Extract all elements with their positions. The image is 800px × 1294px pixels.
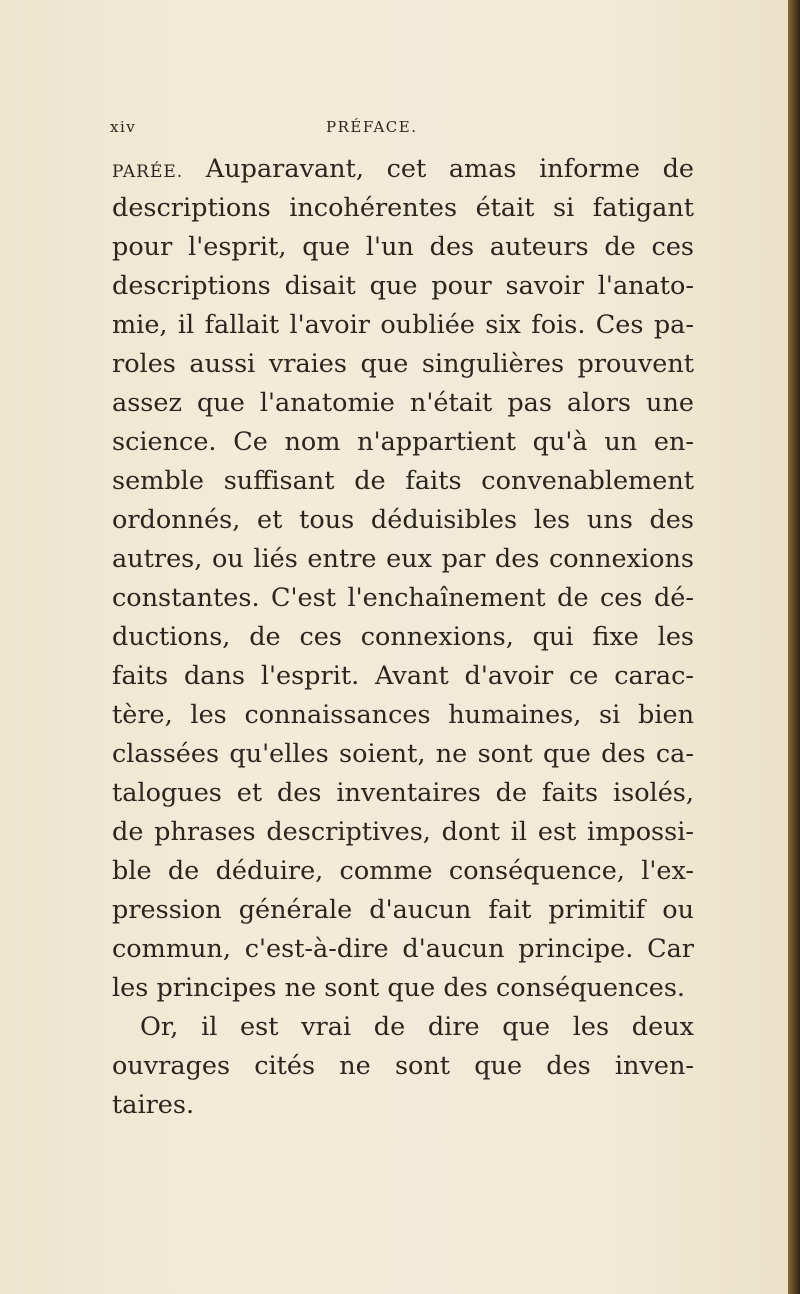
text-line: autres, ou liés entre eux par des connexions [112,544,694,574]
text-line: les principes ne sont que des conséquences. [112,973,686,1003]
text-line: ductions, de ces connexions, qui fixe les [112,622,694,652]
page-header [0,112,800,142]
text-line: roles aussi vraies que singulières prouvent [112,349,694,379]
text-line: descriptions disait que pour savoir l'anato- [112,271,694,301]
page-number: xiv [110,118,137,136]
text-line: tère, les connaissances humaines, si bien [112,700,694,730]
text-line: ordonnés, et tous déduisibles les uns des [112,505,694,535]
text-line: commun, c'est-à-dire d'aucun principe. Car [112,934,694,964]
text-line: semble suffisant de faits convenablement [112,466,694,496]
text-line: Or, il est vrai de dire que les deux [140,1012,694,1042]
book-spine-edge [788,0,800,1294]
text-line [112,150,694,189]
text-line: ble de déduire, comme conséquence, l'ex- [112,856,694,886]
running-head: PRÉFACE. [326,118,418,136]
text-line: science. Ce nom n'appartient qu'à un en- [112,427,694,457]
text-line: talogues et des inventaires de faits isolés, [112,778,694,808]
text-line: ouvrages cités ne sont que des inven- [112,1051,694,1081]
text-line: pression générale d'aucun fait primitif ou [112,895,694,925]
text-line: faits dans l'esprit. Avant d'avoir ce carac- [112,661,694,691]
text-line: mie, il fallait l'avoir oubliée six fois. Ces pa- [112,310,694,340]
text-line: taires. [112,1090,195,1120]
text-line: de phrases descriptives, dont il est impossi- [112,817,694,847]
text-line: assez que l'anatomie n'était pas alors une [112,388,694,418]
text-line-rest: Auparavant, cet amas informe de [183,154,694,184]
text-line: constantes. C'est l'enchaînement de ces dé- [112,583,694,613]
text-line: classées qu'elles soient, ne sont que des ca- [112,739,694,769]
text-line: pour l'esprit, que l'un des auteurs de ces [112,232,694,262]
smallcaps-word: PARÉE. [112,162,184,182]
text-line: descriptions incohérentes était si fatigant [112,193,694,223]
body-text [112,150,694,1125]
